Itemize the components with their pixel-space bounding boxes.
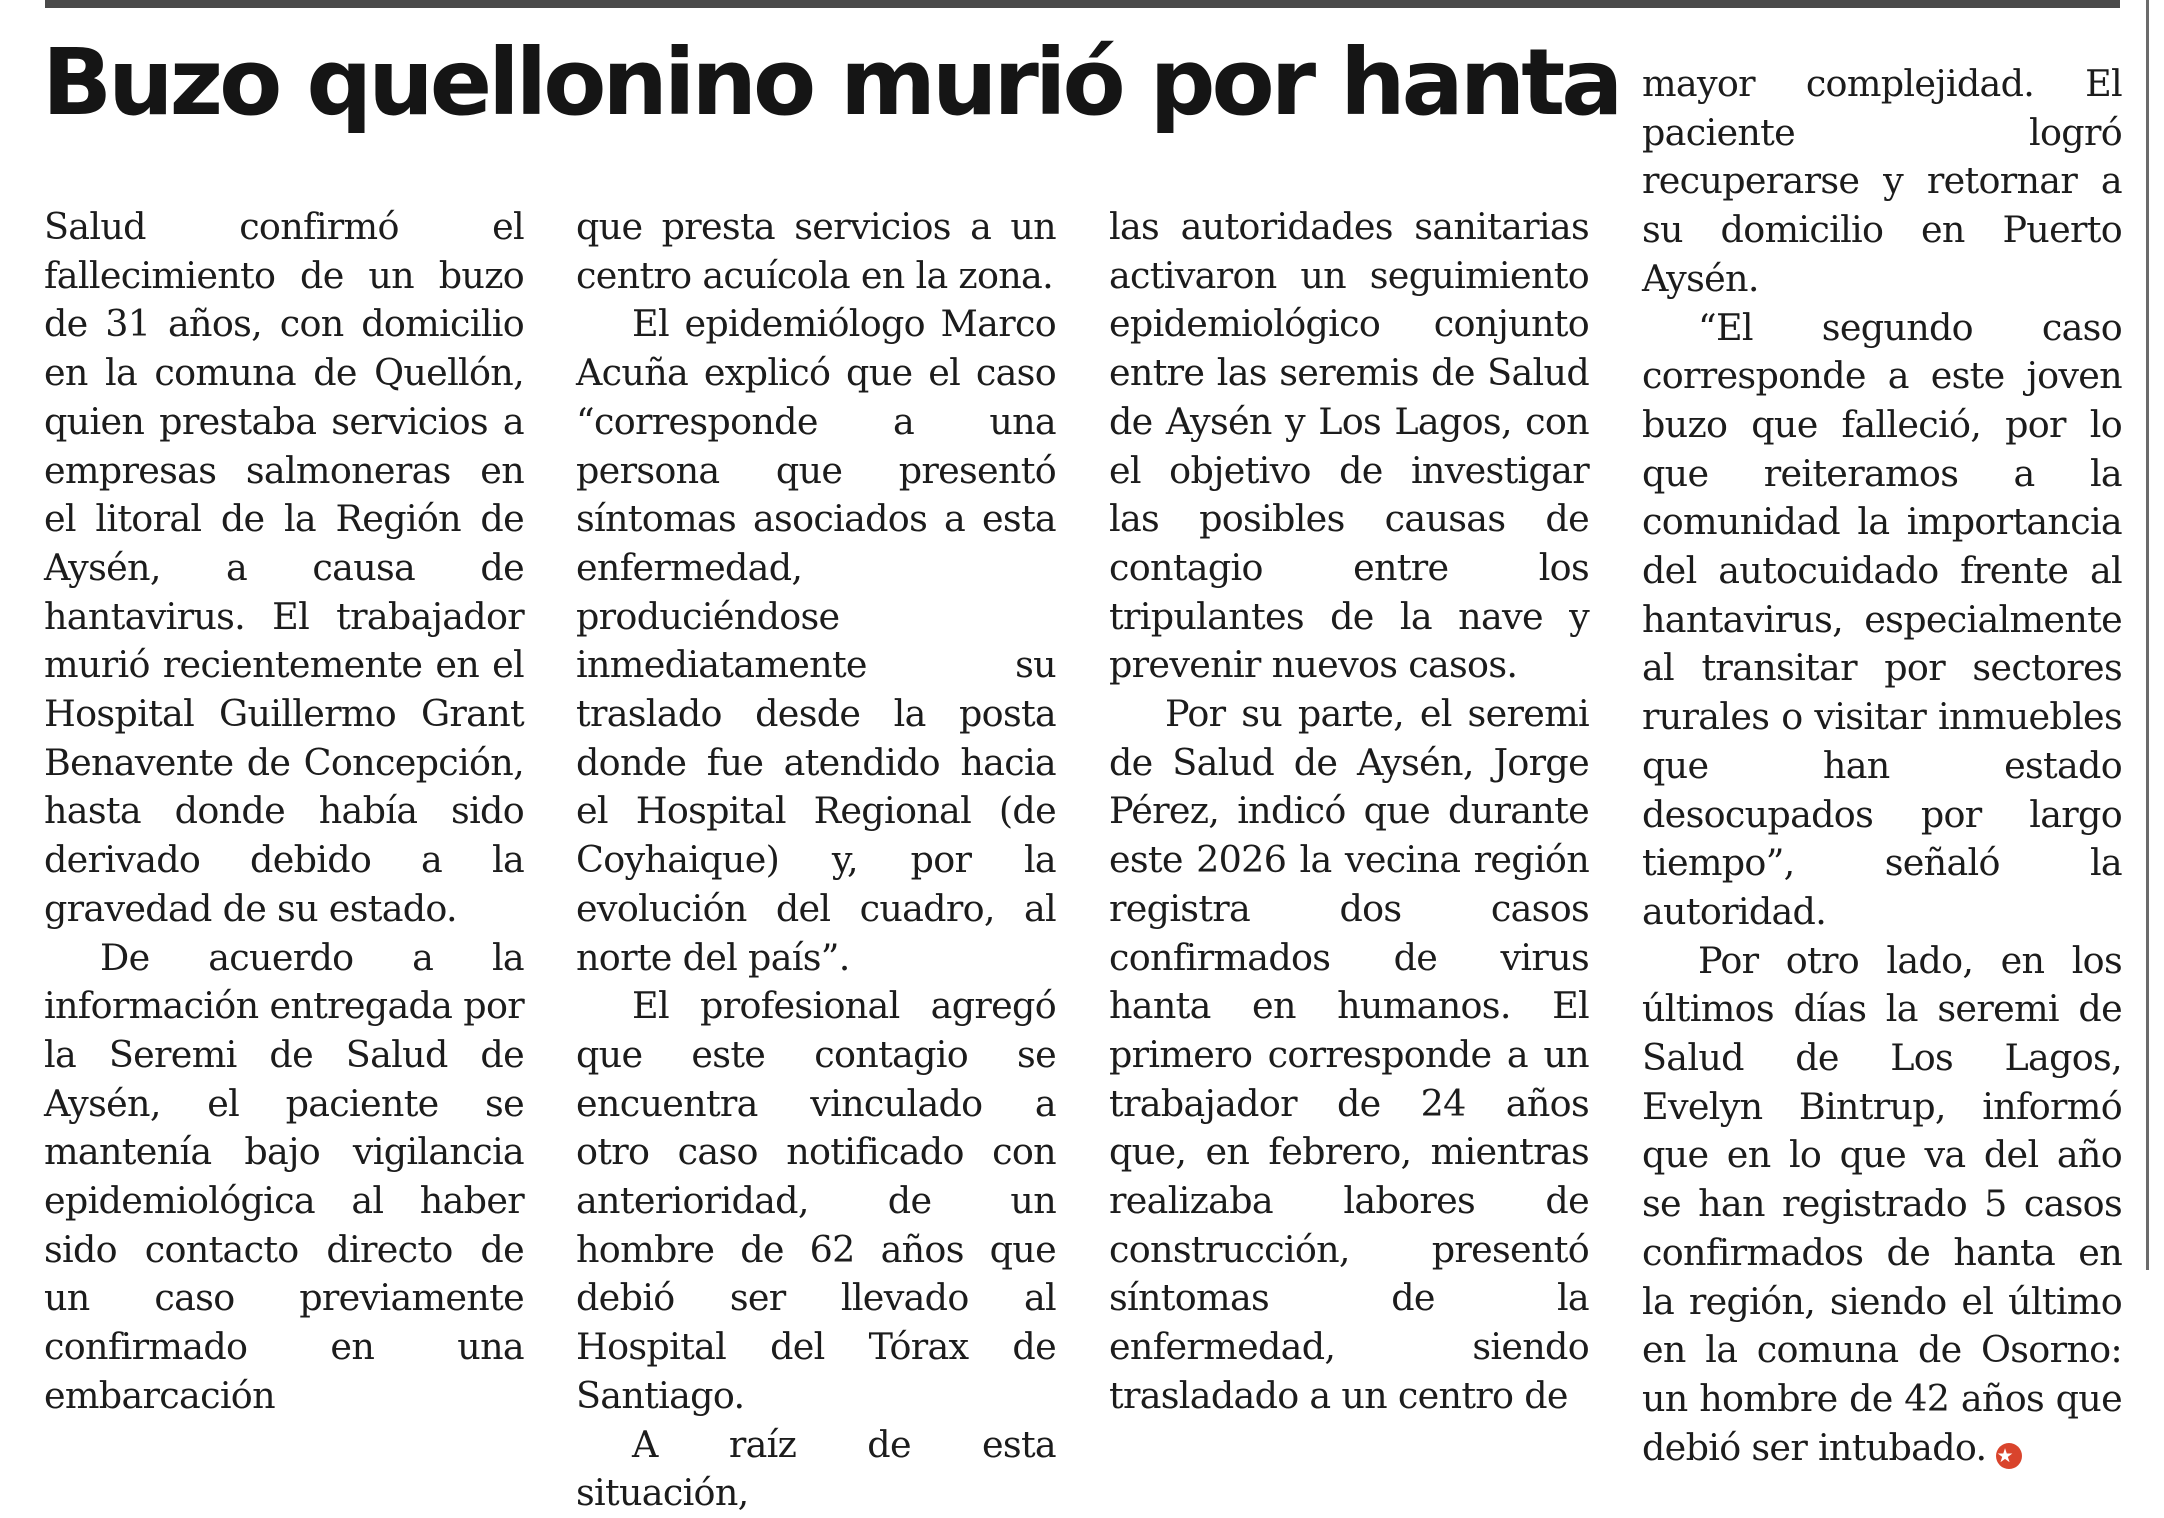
- paragraph: De acuerdo a la información entregada por la Seremi de Salud de Aysén, el paciente se mantenía bajo vigilancia epidemiológica al haber sido contacto directo de un caso previamente confirmado en una embarcación: [44, 935, 524, 1417]
- column-3: [1109, 203, 1589, 1421]
- column-1: [44, 203, 524, 1421]
- paragraph: que presta servicios a un centro acuícola en la zona.: [576, 205, 1056, 297]
- paragraph: “El segundo caso corresponde a este joven buzo que falleció, por lo que reiteramos a la comunidad la importancia del autocuidado frente al hantavirus, especialmente al transitar por sectores rurales o visitar inmuebles que han estado desocupados por largo tiempo”, señaló la autoridad.: [1642, 305, 2122, 933]
- last-paragraph: [1642, 937, 2122, 1473]
- paragraph: Por su parte, el seremi de Salud de Aysén, Jorge Pérez, indicó que durante este 2026 la vecina región registra dos casos confirmados de virus hanta en humanos. El primero corresponde a un trabajador de 24 años que, en febrero, mientras realizaba labores de construcción, presentó síntomas de la enfermedad, siendo trasladado a un centro de: [1109, 692, 1589, 1417]
- column-4: [1642, 60, 2122, 1472]
- star-in-circle-icon: ★: [1996, 1443, 2022, 1469]
- paragraph: A raíz de esta situación,: [576, 1422, 1056, 1515]
- paragraph: Salud confirmó el fallecimiento de un buzo de 31 años, con domicilio en la comuna de Quellón, quien prestaba servicios a empresas salmoneras en el litoral de la Región de Aysén, a causa de hantavirus. El trabajador murió recientemente en el Hospital Guillermo Grant Benavente de Concepción, hasta donde había sido derivado debido a la gravedad de su estado.: [44, 205, 524, 930]
- paragraph: mayor complejidad. El paciente logró recuperarse y retornar a su domicilio en Puerto Aysén.: [1642, 62, 2122, 300]
- paragraph: las autoridades sanitarias activaron un seguimiento epidemiológico conjunto entre las seremis de Salud de Aysén y Los Lagos, con el objetivo de investigar las posibles causas de contagio entre los tripulantes de la nave y prevenir nuevos casos.: [1109, 205, 1589, 687]
- column-rule: [2146, 0, 2149, 1270]
- column-2: [576, 203, 1056, 1518]
- headline: Buzo quellonino murió por hanta: [42, 29, 1620, 136]
- top-rule: [45, 0, 2120, 8]
- paragraph: El profesional agregó que este contagio se encuentra vinculado a otro caso notificado con anterioridad, de un hombre de 62 años que debió ser llevado al Hospital del Tórax de Santiago.: [576, 984, 1056, 1417]
- paragraph: El epidemiólogo Marco Acuña explicó que el caso “corresponde a una persona que presentó síntomas asociados a esta enfermedad, produciéndose inmediatamente su traslado desde la posta donde fue atendido hacia el Hospital Regional (de Coyhaique) y, por la evolución del cuadro, al norte del país”.: [576, 302, 1056, 979]
- paragraph-text: Por otro lado, en los últimos días la seremi de Salud de Los Lagos, Evelyn Bintrup, informó que en lo que va del año se han registrado 5 casos confirmados de hanta en la región, siendo el último en la comuna de Osorno: un hombre de 42 años que debió ser intubado.: [1642, 938, 2122, 1469]
